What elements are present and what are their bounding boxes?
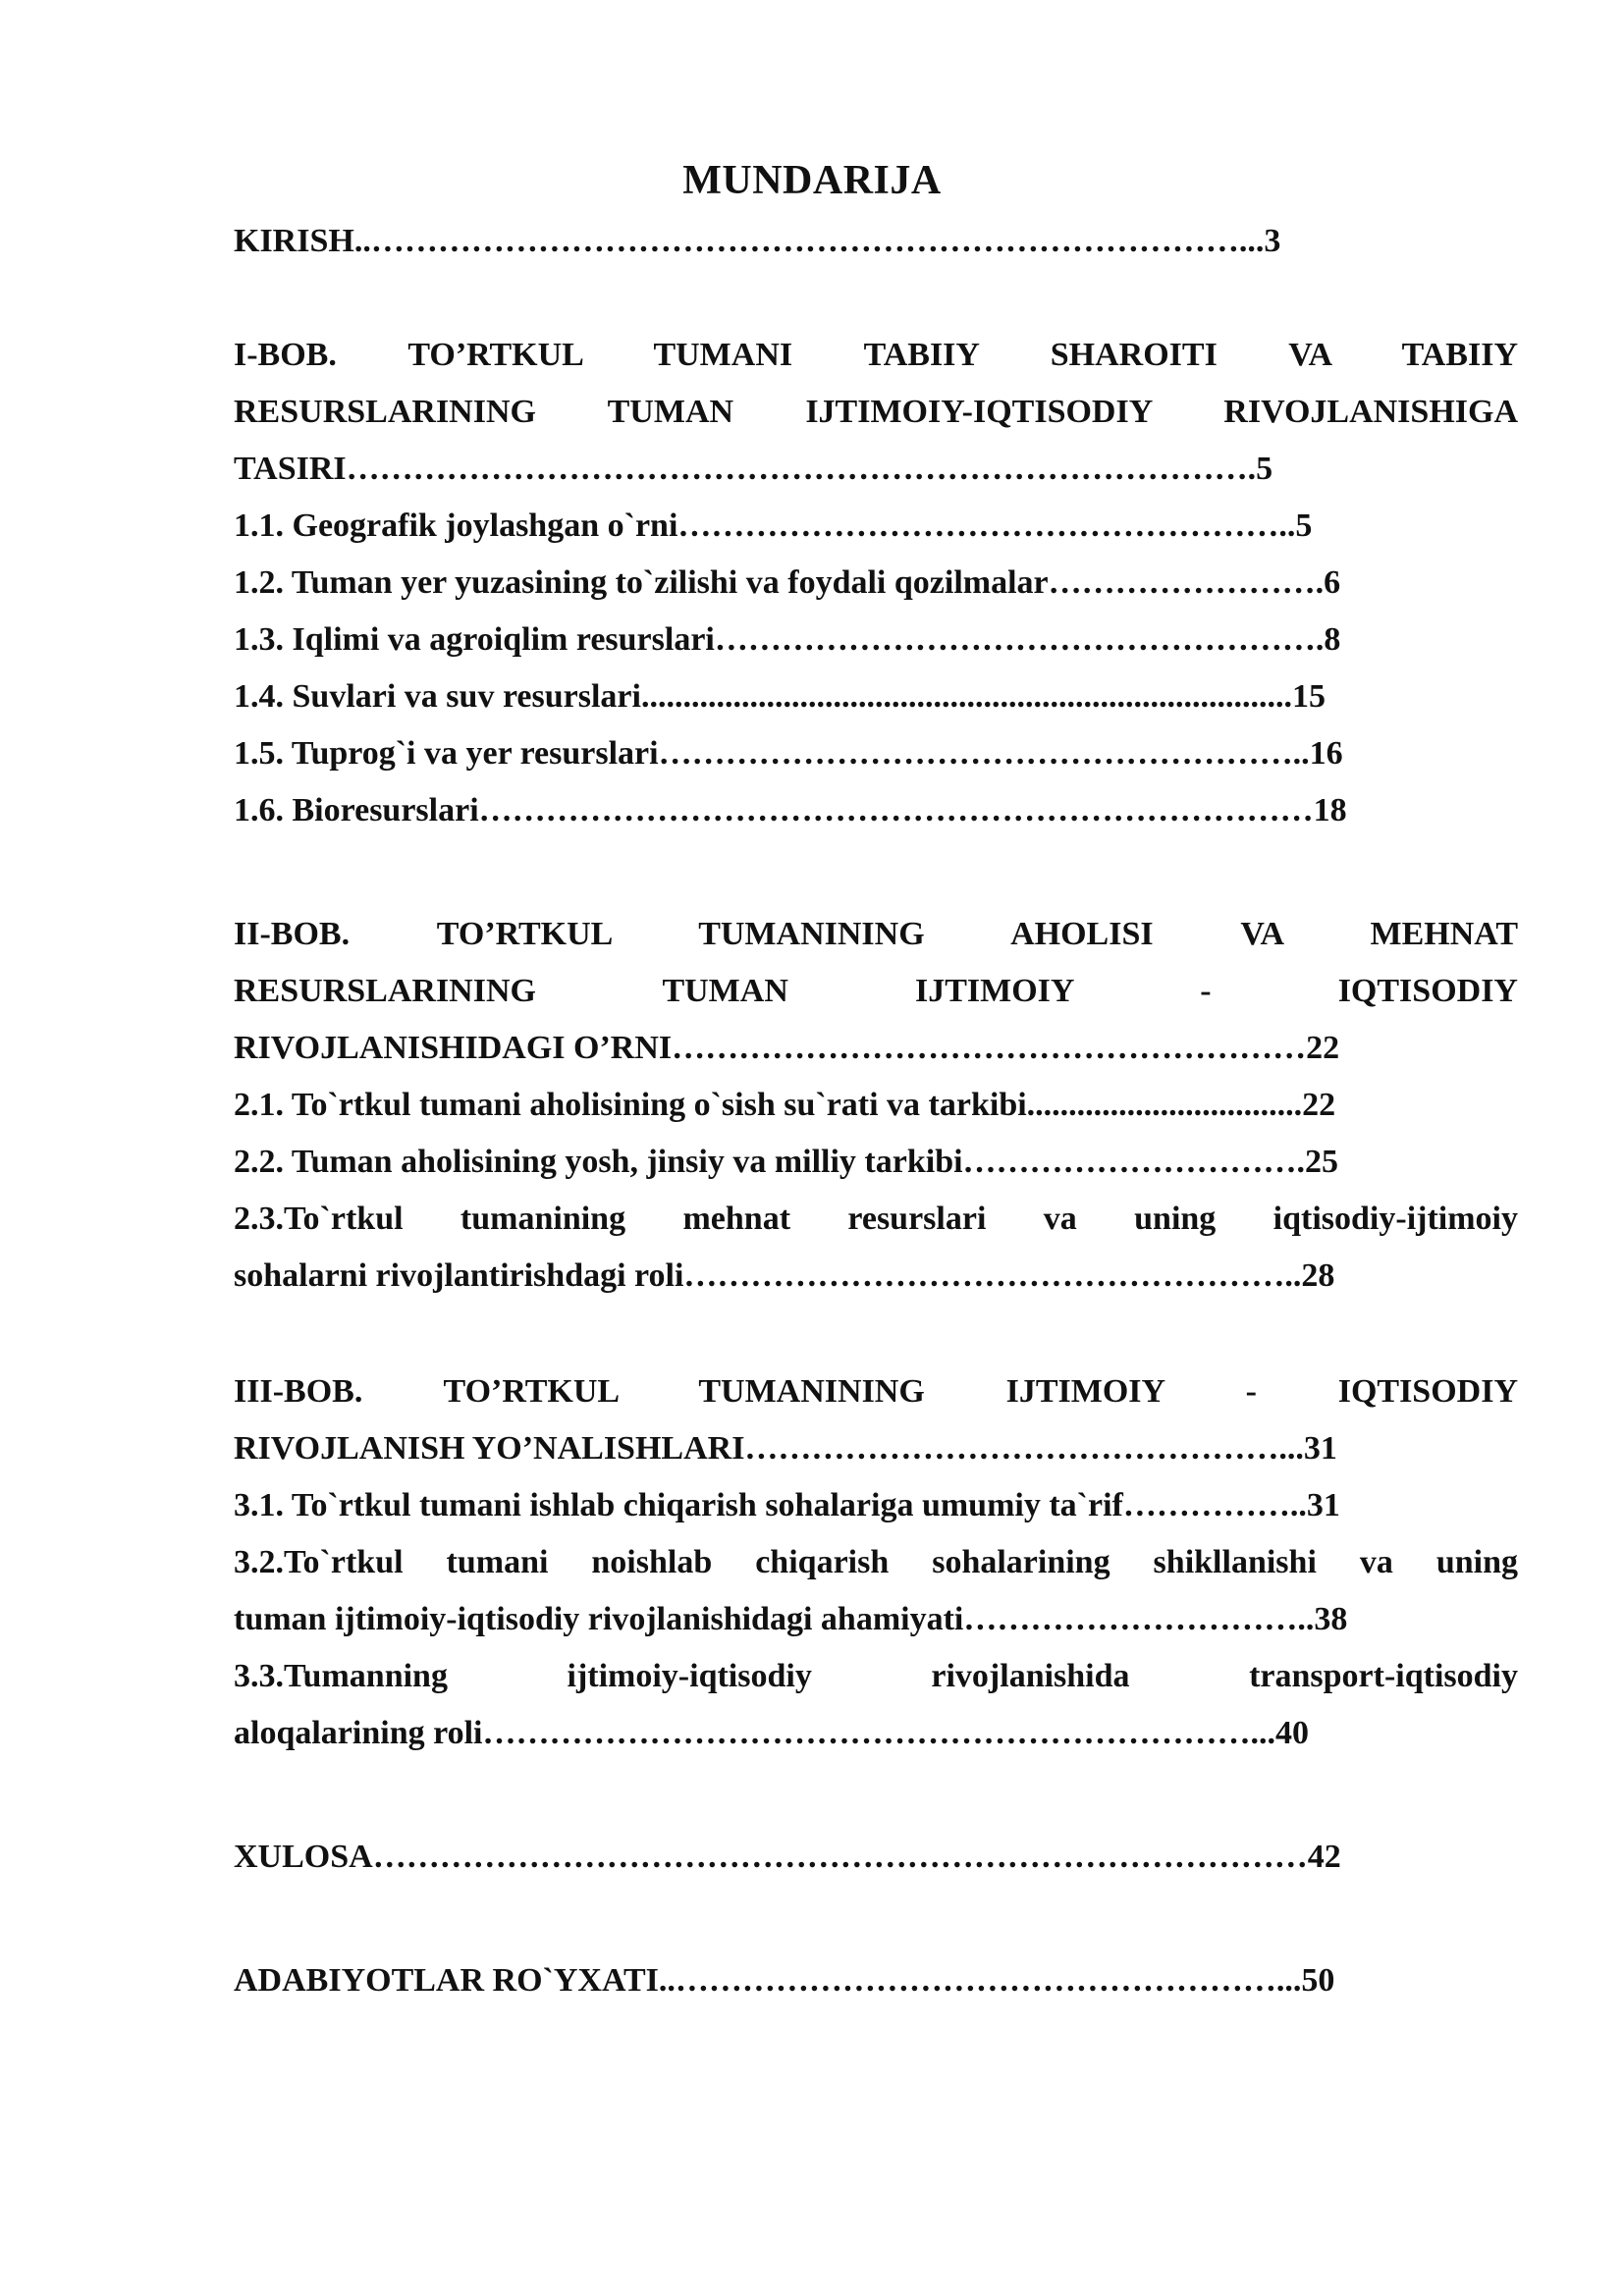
toc-section-3-3-line-2[interactable]: aloqalarining roli……………………………………………………………...40: [234, 1715, 1309, 1751]
toc-section-3-2-line-1[interactable]: 3.2.To`rtkul tumani noishlab chiqarish sohalarining shikllanishi va uning: [234, 1544, 1518, 1580]
toc-section-1-6[interactable]: 1.6. Bioresurslari…………………………………………………………………18: [234, 792, 1347, 828]
toc-section-1-3[interactable]: 1.3. Iqlimi va agroiqlim resurslari……………………………………………….8: [234, 621, 1341, 658]
toc-chapter-3-line-2[interactable]: RIVOJLANISH YO’NALISHLARI…………………………………………...31: [234, 1430, 1337, 1467]
page-title: MUNDARIJA: [682, 158, 942, 203]
toc-section-1-5[interactable]: 1.5. Tuprog`i va yer resurslari…………………………………………………..16: [234, 735, 1343, 772]
toc-section-1-4[interactable]: 1.4. Suvlari va suv resurslari..............................................................................15: [234, 678, 1326, 715]
toc-chapter-3-line-1[interactable]: III-BOB. TO’RTKUL TUMANINING IJTIMOIY - IQTISODIY: [234, 1373, 1518, 1410]
toc-chapter-1-line-1[interactable]: I-BOB. TO’RTKUL TUMANI TABIIY SHAROITI VA TABIIY: [234, 337, 1518, 373]
toc-chapter-2-line-3[interactable]: RIVOJLANISHIDAGI O’RNI…………………………………………………22: [234, 1030, 1340, 1066]
toc-entry-kirish[interactable]: KIRISH..……………………………………………………………………...3: [234, 223, 1281, 259]
toc-chapter-1-line-3[interactable]: TASIRI……………………………………………………………………….5: [234, 451, 1273, 487]
toc-section-2-2[interactable]: 2.2. Tuman aholisining yosh, jinsiy va milliy tarkibi………………………….25: [234, 1144, 1339, 1180]
toc-chapter-1-line-2[interactable]: RESURSLARINING TUMAN IJTIMOIY-IQTISODIY RIVOJLANISHIGA: [234, 394, 1518, 430]
toc-section-1-2[interactable]: 1.2. Tuman yer yuzasining to`zilishi va foydali qozilmalar…………………….6: [234, 564, 1341, 601]
toc-section-3-2-line-2[interactable]: tuman ijtimoiy-iqtisodiy rivojlanishidagi ahamiyati…………………………..38: [234, 1601, 1348, 1637]
toc-entry-adabiyotlar[interactable]: ADABIYOTLAR RO`YXATI..………………………………………………...50: [234, 1962, 1335, 1999]
toc-section-2-3-line-2[interactable]: sohalarni rivojlantirishdagi roli………………………………………………..28: [234, 1257, 1335, 1294]
toc-section-3-1[interactable]: 3.1. To`rtkul tumani ishlab chiqarish sohalariga umumiy ta`rif……………..31: [234, 1487, 1340, 1523]
toc-section-2-1[interactable]: 2.1. To`rtkul tumani aholisining o`sish su`rati va tarkibi.................................22: [234, 1087, 1336, 1123]
toc-entry-xulosa[interactable]: XULOSA…………………………………………………………………………42: [234, 1839, 1341, 1875]
toc-chapter-2-line-1[interactable]: II-BOB. TO’RTKUL TUMANINING AHOLISI VA MEHNAT: [234, 916, 1518, 952]
toc-section-1-1[interactable]: 1.1. Geografik joylashgan o`rni………………………………………………..5: [234, 507, 1313, 544]
toc-section-2-3-line-1[interactable]: 2.3.To`rtkul tumanining mehnat resurslari va uning iqtisodiy-ijtimoiy: [234, 1201, 1518, 1237]
toc-chapter-2-line-2[interactable]: RESURSLARINING TUMAN IJTIMOIY - IQTISODIY: [234, 973, 1518, 1009]
toc-section-3-3-line-1[interactable]: 3.3.Tumanning ijtimoiy-iqtisodiy rivojlanishida transport-iqtisodiy: [234, 1658, 1518, 1694]
